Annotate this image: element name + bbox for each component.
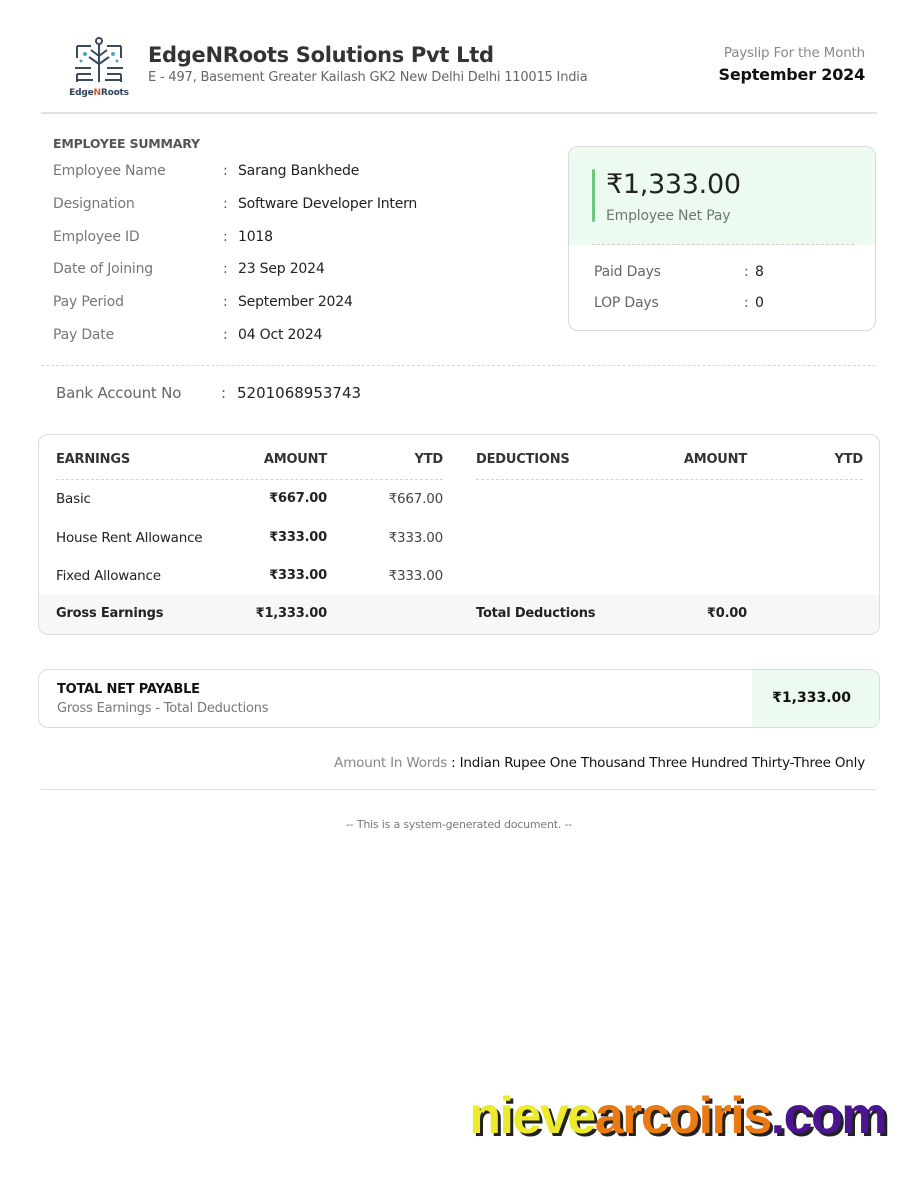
field-separator: : (223, 294, 228, 310)
dashed-divider (56, 479, 443, 480)
earnings-deductions-table (38, 434, 880, 635)
net-payable-amount: ₹1,333.00 (772, 690, 851, 706)
field-separator: : (221, 384, 227, 402)
earning-name: Basic (56, 491, 91, 507)
section-title: EMPLOYEE SUMMARY (53, 136, 200, 151)
field-pay-period (53, 294, 523, 314)
field-designation (53, 196, 523, 216)
field-value: Sarang Bankhede (238, 163, 360, 179)
logo-wordmark: EdgeNRoots (69, 88, 129, 98)
earning-name: Fixed Allowance (56, 568, 161, 584)
field-label: Pay Date (53, 327, 114, 343)
paid-days-value: 8 (755, 264, 764, 280)
field-label: Employee ID (53, 229, 140, 245)
earning-ytd: ₹333.00 (388, 568, 443, 584)
amount-in-words-label: Amount In Words (334, 755, 448, 771)
field-separator: : (744, 295, 749, 311)
company-address: E - 497, Basement Greater Kailash GK2 New Delhi Delhi 110015 India (148, 70, 588, 85)
lop-days-value: 0 (755, 295, 764, 311)
field-separator: : (223, 196, 228, 212)
payslip-header (41, 30, 877, 114)
totals-row-background (39, 595, 879, 635)
amount-in-words (334, 755, 865, 771)
earnings-amount-header: AMOUNT (263, 452, 327, 467)
net-payable-formula: Gross Earnings - Total Deductions (57, 701, 269, 716)
net-pay-amount: ₹1,333.00 (606, 169, 741, 200)
field-employee-id (53, 229, 523, 249)
net-pay-label: Employee Net Pay (606, 208, 731, 224)
earning-name: House Rent Allowance (56, 530, 203, 546)
earning-amount: ₹333.00 (269, 568, 327, 583)
field-label: Employee Name (53, 163, 166, 179)
payslip-month: September 2024 (718, 65, 865, 84)
field-separator: : (223, 229, 228, 245)
earning-ytd: ₹333.00 (388, 530, 443, 546)
paid-days-label: Paid Days (594, 264, 661, 280)
field-pay-date (53, 327, 523, 347)
total-net-payable (38, 669, 880, 728)
field-value: 04 Oct 2024 (238, 327, 323, 343)
employee-summary (53, 136, 523, 343)
dashed-divider (476, 479, 863, 480)
field-separator: : (223, 327, 228, 343)
company-name: EdgeNRoots Solutions Pvt Ltd (148, 43, 494, 67)
deductions-ytd-header: YTD (834, 452, 863, 467)
field-date-of-joining (53, 261, 523, 281)
net-payable-amount-box (752, 670, 879, 727)
field-label: Date of Joining (53, 261, 153, 277)
gross-earnings-amount: ₹1,333.00 (255, 606, 327, 621)
field-separator: : (223, 261, 228, 277)
earning-ytd: ₹667.00 (388, 491, 443, 507)
accent-bar (592, 169, 595, 222)
company-logo (63, 36, 135, 104)
field-employee-name (53, 163, 523, 183)
earning-amount: ₹667.00 (269, 491, 327, 506)
field-label: Pay Period (53, 294, 124, 310)
deductions-amount-header: AMOUNT (683, 452, 747, 467)
net-pay-card (568, 146, 876, 331)
bank-account-label: Bank Account No (56, 384, 182, 402)
payslip-label: Payslip For the Month (723, 45, 865, 61)
tree-circuit-icon (63, 36, 135, 88)
field-value: 23 Sep 2024 (238, 261, 325, 277)
dashed-divider (41, 365, 876, 366)
earnings-header: EARNINGS (56, 452, 130, 467)
bank-account (56, 384, 526, 404)
field-value: September 2024 (238, 294, 353, 310)
field-separator: : (744, 264, 749, 280)
watermark-logo: nievearcoiris.com (469, 1087, 886, 1145)
bank-account-value: 5201068953743 (237, 384, 362, 402)
field-label: Designation (53, 196, 135, 212)
dashed-divider (592, 244, 854, 245)
earnings-ytd-header: YTD (414, 452, 443, 467)
net-pay-highlight (569, 147, 875, 245)
field-separator: : (223, 163, 228, 179)
total-deductions-label: Total Deductions (476, 606, 596, 621)
total-deductions-amount: ₹0.00 (706, 606, 747, 621)
deductions-header: DEDUCTIONS (476, 452, 570, 467)
gross-earnings-label: Gross Earnings (56, 606, 164, 621)
lop-days-label: LOP Days (594, 295, 659, 311)
payslip-period (719, 45, 866, 84)
earning-amount: ₹333.00 (269, 530, 327, 545)
system-generated-note: -- This is a system-generated document. -- (345, 818, 572, 831)
field-value: Software Developer Intern (238, 196, 418, 212)
field-value: 1018 (238, 229, 273, 245)
amount-in-words-value: : Indian Rupee One Thousand Three Hundred Thirty-Three Only (451, 755, 865, 771)
net-payable-title: TOTAL NET PAYABLE (57, 682, 200, 697)
company-info (148, 43, 587, 85)
divider (41, 789, 876, 790)
